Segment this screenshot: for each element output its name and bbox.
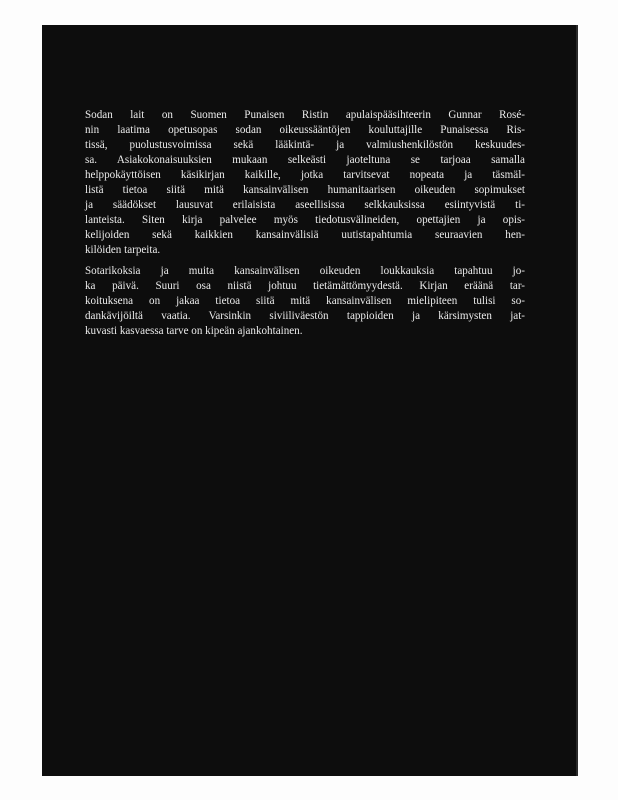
text-line: koituksena on jakaa tietoa siitä mitä kansainvälisen mielipiteen tulisi so-	[85, 295, 525, 307]
cover-edge-shadow	[576, 25, 578, 776]
text-line: tissä, puolustusvoimissa sekä lääkintä- ja valmiushenkilöstön keskuudes-	[85, 139, 525, 151]
text-line: nin laatima opetusopas sodan oikeussääntöjen kouluttajille Punaisessa Ris-	[85, 124, 525, 136]
back-cover-blurb	[85, 108, 525, 339]
text-line: helppokäyttöisen käsikirjan kaikille, jotka tarvitsevat nopeata ja täsmäl-	[85, 169, 525, 181]
text-line: kuvasti kasvaessa tarve on kipeän ajankohtainen.	[85, 325, 303, 337]
blurb-paragraph-2	[85, 264, 525, 339]
text-line: dankävijöiltä vaatia. Varsinkin siviiliväestön tappioiden ja kärsimysten jat-	[85, 310, 525, 322]
text-line: listä tietoa siitä mitä kansainvälisen humanitaarisen oikeuden sopimukset	[85, 184, 525, 196]
blurb-paragraph-1	[85, 108, 525, 258]
text-line: Sotarikoksia ja muita kansainvälisen oikeuden loukkauksia tapahtuu jo-	[85, 265, 525, 277]
book-back-cover	[42, 25, 576, 776]
text-line: lanteista. Siten kirja palvelee myös tiedotusvälineiden, opettajien ja opis-	[85, 214, 525, 226]
text-line: sa. Asiakokonaisuuksien mukaan selkeästi jaoteltuna se tarjoaa samalla	[85, 154, 525, 166]
text-line: kelijoiden sekä kaikkien kansainvälisiä uutistapahtumia seuraavien hen-	[85, 229, 525, 241]
text-line: Sodan lait on Suomen Punaisen Ristin apulaispääsihteerin Gunnar Rosé-	[85, 109, 525, 121]
text-line: ja säädökset lausuvat erilaisista aseellisissa selkkauksissa esiintyvistä ti-	[85, 199, 525, 211]
text-line: ka päivä. Suuri osa niistä johtuu tietämättömyydestä. Kirjan eräänä tar-	[85, 280, 525, 292]
text-line: kilöiden tarpeita.	[85, 244, 161, 256]
